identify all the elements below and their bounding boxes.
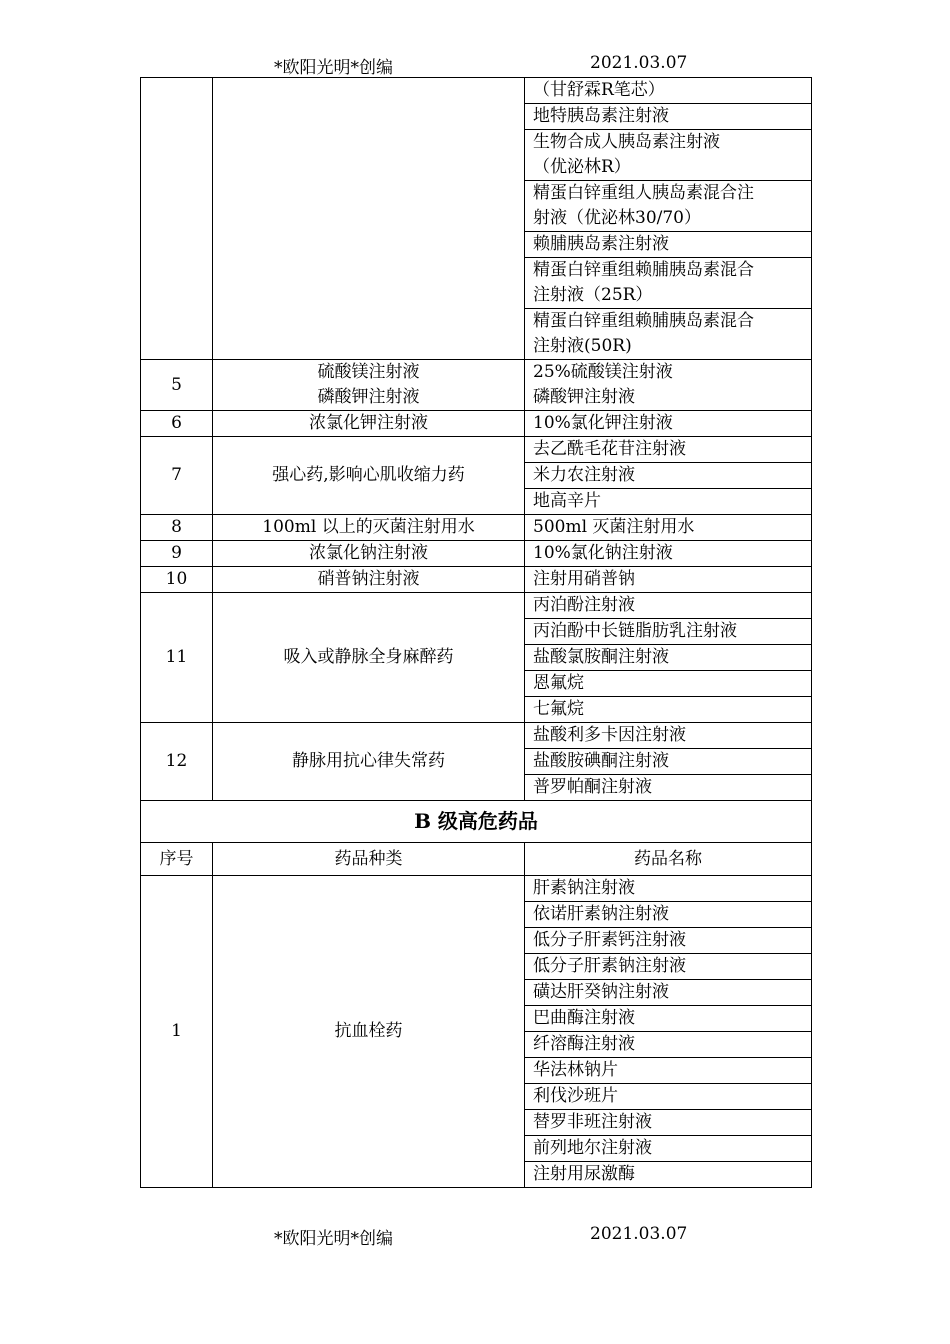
text-line: 盐酸利多卡因注射液: [533, 725, 686, 745]
drug-category: [213, 78, 525, 360]
row-number: [141, 567, 213, 593]
text-line: 12: [165, 751, 188, 771]
row-number: [141, 78, 213, 360]
text-line: 依诺肝素钠注射液: [533, 904, 669, 924]
text-line: 静脉用抗心律失常药: [292, 751, 445, 771]
row-number: [141, 411, 213, 437]
text-line: 注射用尿激酶: [533, 1164, 635, 1184]
table-body-section-b: [141, 876, 812, 1188]
drug-name: [525, 104, 812, 130]
text-line: 注射液(50R): [533, 336, 632, 356]
drug-name: [525, 78, 812, 104]
drug-name: [525, 232, 812, 258]
text-line: 10: [165, 569, 188, 589]
text-line: 地高辛片: [533, 491, 601, 511]
row-number: [141, 541, 213, 567]
text-line: 替罗非班注射液: [533, 1112, 652, 1132]
table-row: [141, 515, 812, 541]
table-row: [141, 567, 812, 593]
text-line: 抗血栓药: [334, 1021, 403, 1041]
text-line: 9: [171, 543, 182, 563]
table-row: [141, 78, 812, 104]
text-line: 低分子肝素钠注射液: [533, 956, 686, 976]
text-line: 磷酸钾注射液: [317, 387, 420, 407]
drug-category: [213, 876, 525, 1188]
text-line: 注射用硝普钠: [533, 569, 635, 589]
drug-name: [525, 1136, 812, 1162]
text-line: 肝素钠注射液: [533, 878, 635, 898]
text-line: 浓氯化钠注射液: [309, 543, 428, 563]
row-number: [141, 876, 213, 1188]
text-line: 10%氯化钾注射液: [533, 413, 673, 433]
text-line: 25%硫酸镁注射液: [533, 362, 673, 382]
drug-name: [525, 1032, 812, 1058]
drug-name: [525, 980, 812, 1006]
drug-category: [213, 437, 525, 515]
text-line: 11: [165, 647, 188, 667]
drug-name: [525, 130, 812, 181]
drug-name: [525, 181, 812, 232]
drug-name: [525, 619, 812, 645]
text-line: 七氟烷: [533, 699, 584, 719]
row-number: [141, 593, 213, 723]
text-line: 精蛋白锌重组人胰岛素混合注: [533, 183, 754, 203]
text-line: 浓氯化钾注射液: [309, 413, 428, 433]
text-line: 1: [171, 1021, 182, 1041]
footer-author: *欧阳光明*创编: [274, 1229, 393, 1249]
section-b-header: [141, 801, 812, 876]
text-line: 恩氟烷: [533, 673, 584, 693]
column-header-category: 药品种类: [213, 843, 525, 876]
drug-name: [525, 775, 812, 801]
drug-category: [213, 360, 525, 411]
table-row: [141, 876, 812, 902]
text-line: 500ml 灭菌注射用水: [533, 517, 695, 537]
text-line: 丙泊酚注射液: [533, 595, 635, 615]
text-line: 精蛋白锌重组赖脯胰岛素混合: [533, 260, 754, 280]
section-b-title: B 级高危药品: [141, 801, 812, 843]
drug-name: [525, 1110, 812, 1136]
drug-name: [525, 1084, 812, 1110]
drug-name: [525, 258, 812, 309]
table-row: [141, 723, 812, 749]
drug-category: [213, 515, 525, 541]
text-line: 吸入或静脉全身麻醉药: [283, 647, 454, 667]
column-header-drug-name: 药品名称: [525, 843, 812, 876]
text-line: 地特胰岛素注射液: [533, 106, 669, 126]
row-number: [141, 360, 213, 411]
drug-name: [525, 489, 812, 515]
row-number: [141, 723, 213, 801]
table-body-top: [141, 78, 812, 801]
text-line: 8: [171, 517, 182, 537]
text-line: 纤溶酶注射液: [533, 1034, 635, 1054]
text-line: 盐酸胺碘酮注射液: [533, 751, 669, 771]
text-line: 盐酸氯胺酮注射液: [533, 647, 669, 667]
drug-name: [525, 697, 812, 723]
drug-name: [525, 1006, 812, 1032]
drug-name: [525, 876, 812, 902]
drug-category: [213, 567, 525, 593]
drug-name: [525, 411, 812, 437]
text-line: 前列地尔注射液: [533, 1138, 652, 1158]
drug-name: [525, 1058, 812, 1084]
drug-name: [525, 593, 812, 619]
text-line: 100ml 以上的灭菌注射用水: [262, 517, 475, 537]
text-line: 7: [171, 465, 182, 485]
text-line: 赖脯胰岛素注射液: [533, 234, 669, 254]
drug-name: [525, 541, 812, 567]
text-line: 巴曲酶注射液: [533, 1008, 635, 1028]
row-number: [141, 515, 213, 541]
table-row: [141, 541, 812, 567]
drug-name: [525, 749, 812, 775]
drug-name: [525, 463, 812, 489]
text-line: 精蛋白锌重组赖脯胰岛素混合: [533, 311, 754, 331]
text-line: （优泌林R）: [533, 157, 631, 177]
table-row: [141, 360, 812, 411]
footer-date: 2021.03.07: [590, 1224, 688, 1244]
drug-name: [525, 515, 812, 541]
text-line: 5: [171, 374, 182, 395]
text-line: 射液（优泌林30/70）: [533, 208, 701, 228]
drug-name: [525, 360, 812, 411]
text-line: 10%氯化钠注射液: [533, 543, 673, 563]
drug-category: [213, 593, 525, 723]
text-line: 利伐沙班片: [533, 1086, 618, 1106]
drug-name: [525, 902, 812, 928]
table-row: [141, 593, 812, 619]
drug-category: [213, 411, 525, 437]
table-row: [141, 411, 812, 437]
drug-name: [525, 309, 812, 360]
header-author: *欧阳光明*创编: [274, 58, 393, 78]
text-line: 普罗帕酮注射液: [533, 777, 652, 797]
text-line: 生物合成人胰岛素注射液: [533, 132, 720, 152]
text-line: 丙泊酚中长链脂肪乳注射液: [533, 621, 737, 641]
row-number: [141, 437, 213, 515]
drug-category: [213, 541, 525, 567]
column-header-no: 序号: [141, 843, 213, 876]
drug-name: [525, 954, 812, 980]
text-line: 华法林钠片: [533, 1060, 618, 1080]
drug-name: [525, 928, 812, 954]
drug-name: [525, 1162, 812, 1188]
drug-name: [525, 567, 812, 593]
text-line: 磷酸钾注射液: [533, 387, 635, 407]
table-row: [141, 437, 812, 463]
text-line: （甘舒霖R笔芯）: [533, 80, 665, 100]
drug-table: [140, 77, 812, 1188]
text-line: 注射液（25R）: [533, 285, 653, 305]
header-date: 2021.03.07: [590, 53, 688, 73]
text-line: 强心药,影响心肌收缩力药: [272, 465, 465, 485]
text-line: 硫酸镁注射液: [317, 362, 420, 382]
text-line: 米力农注射液: [533, 465, 635, 485]
text-line: 6: [171, 413, 182, 433]
drug-name: [525, 671, 812, 697]
text-line: 磺达肝癸钠注射液: [533, 982, 669, 1002]
text-line: 低分子肝素钙注射液: [533, 930, 686, 950]
drug-category: [213, 723, 525, 801]
text-line: 去乙酰毛花苷注射液: [533, 439, 686, 459]
drug-name: [525, 645, 812, 671]
drug-name: [525, 723, 812, 749]
text-line: 硝普钠注射液: [317, 569, 420, 589]
drug-name: [525, 437, 812, 463]
